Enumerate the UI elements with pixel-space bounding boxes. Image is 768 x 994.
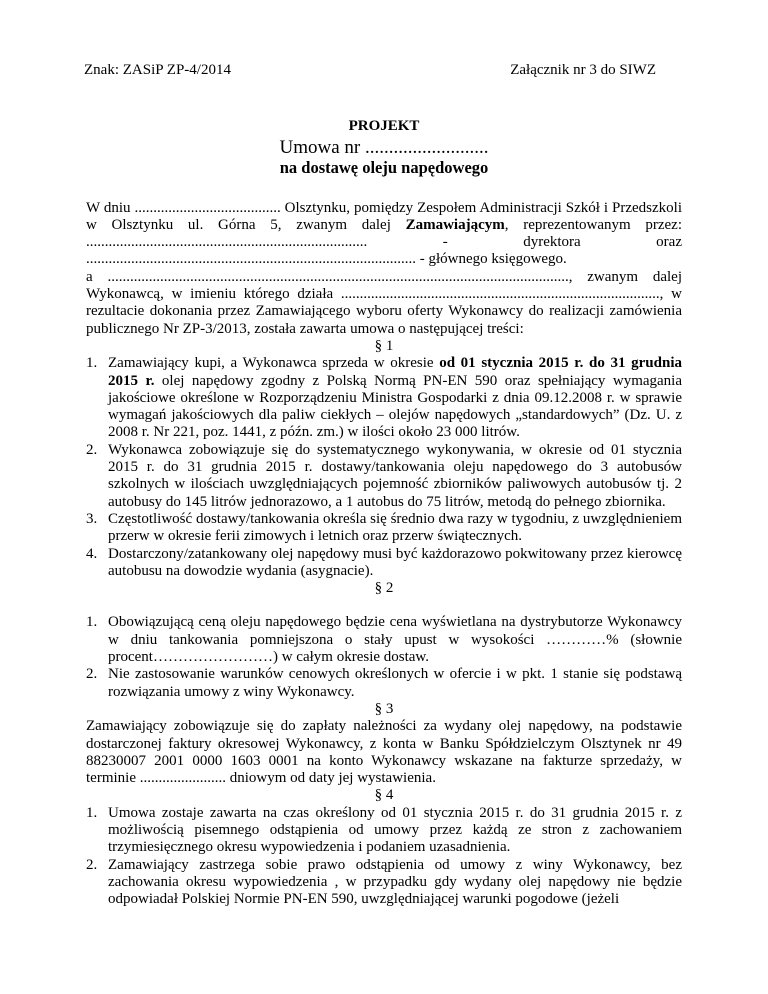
- section-3-heading: § 3: [374, 700, 394, 717]
- reference-number: Znak: ZASiP ZP-4/2014: [84, 62, 231, 78]
- section-4-list: [86, 805, 682, 909]
- item-number: 2.: [86, 441, 98, 458]
- section-2-list: [86, 614, 682, 700]
- list-item: [86, 614, 682, 666]
- item-number: 2.: [86, 666, 98, 683]
- item-text: Obowiązującą ceną oleju napędowego będzie cena wyświetlana na dystrybutorze Wykonawcy w dniu tankowania pomniejszona o stały upust w wysokości …………% (słownie procent……………………) w całym okresie dostaw.: [108, 614, 682, 666]
- item-text: Dostarczony/zatankowany olej napędowy musi być każdorazowo pokwitowany przez kierowcę autobusu na dowodzie wydania (asygnacie).: [108, 545, 682, 579]
- item-number: 1.: [86, 614, 98, 631]
- contract-number: Umowa nr ..........................: [279, 136, 489, 158]
- section-2-heading: § 2: [374, 580, 394, 597]
- item-number: 3.: [86, 510, 98, 527]
- list-item: [86, 857, 682, 909]
- section-1-heading: § 1: [374, 337, 394, 354]
- item-number: 4.: [86, 545, 98, 562]
- item-text: Wykonawca zobowiązuje się do systematycznego wykonywania, w okresie od 01 stycznia 2015 r. do 31 grudnia 2015 r. dostawy/tankowania oleju napędowego do 3 autobusów szkolnych w ilościach uwzględniających pojemność zbiorników paliwowych autobusów tj. 2 autobusy do 145 litrów jednorazowo, a 1 autobus do 75 litrów, metodą do pełnego zbiornika.: [108, 441, 682, 510]
- intro-paragraph-2: a ..........................................................................................................................., zwanym dalej Wykonawcą, w imieniu którego działa ....................................................................................., w rezultacie dokonania przez Zamawiającego wyboru oferty Wykonawcy do realizacji zamówienia publicznego Nr ZP-3/2013, została zawarta umowa o następującej treści:: [86, 268, 682, 337]
- item-text: Częstotliwość dostawy/tankowania określa się średnio dwa razy w tygodniu, z uwzględnieniem przerw w okresie ferii zimowych i letnich oraz przerw świątecznych.: [108, 510, 682, 545]
- document-header: [84, 62, 682, 79]
- contract-subject: na dostawę oleju napędowego: [279, 157, 489, 177]
- item-number: 1.: [86, 355, 98, 372]
- item-number: 2.: [86, 856, 98, 873]
- list-item: [86, 805, 682, 857]
- list-item: [86, 546, 682, 581]
- item-text: Nie zastosowanie warunków cenowych określonych w ofercie i w pkt. 1 stanie się podstawą rozwiązania umowy z winy Wykonawcy.: [108, 666, 682, 700]
- item-text: Zamawiający zastrzega sobie prawo odstąpienia od umowy z winy Wykonawcy, bez zachowania okresu wypowiedzenia , w przypadku gdy wydany olej napędowy nie będzie odpowiadał Polskiej Normie PN-EN 590, uwzględniającej warunki pogodowe (jeżeli: [108, 856, 682, 908]
- list-item: [86, 355, 682, 441]
- attachment-label: Załącznik nr 3 do SIWZ: [510, 62, 656, 78]
- item-number: 1.: [86, 804, 98, 821]
- party-zamawiajacy: Zamawiającym: [405, 216, 505, 233]
- intro-text-2: , reprezentowanym przez: ........................................................................... - dyrektora oraz ........................................................................................ - głównego księgowego.: [86, 216, 682, 268]
- list-item: [86, 666, 682, 701]
- spacer: [86, 597, 682, 614]
- section-1-list: [86, 355, 682, 580]
- section-3-paragraph: Zamawiający zobowiązuje się do zapłaty należności za wydany olej napędowy, na podstawie dostarczonej faktury okresowej Wykonawcy, z konta w Banku Spółdzielczym Olsztynek nr 49 88230007 2001 0000 1603 0001 na konto Wykonawcy wskazane na fakturze sprzedaży, w terminie ....................... dniowym od daty jej wystawienia.: [86, 718, 682, 787]
- intro-text-1: W dniu ....................................... Olsztynku, pomiędzy Zespołem Administracji Szkół i Przedszkoli w Olsztynku ul. Górna 5, zwanym dalej: [86, 199, 682, 233]
- item-text: Zamawiający kupi, a Wykonawca sprzeda w okresie: [108, 355, 440, 372]
- item-text: Umowa zostaje zawarta na czas określony od 01 stycznia 2015 r. do 31 grudnia 2015 r. z możliwością pisemnego odstąpienia od umowy przez każdą ze stron z zachowaniem trzymiesięcznego okresu wypowiedzenia i podaniem uzasadnienia.: [108, 804, 682, 856]
- draft-label: PROJEKT: [348, 118, 420, 135]
- contract-period: od 01 stycznia 2015 r. do 31 grudnia 2015 r.: [108, 355, 682, 389]
- section-4-heading: § 4: [374, 787, 394, 804]
- list-item: [86, 442, 682, 511]
- intro-paragraph: [86, 200, 682, 269]
- list-item: [86, 511, 682, 546]
- item-text: olej napędowy zgodny z Polską Normą PN-EN 590 oraz spełniający wymagania jakościowe określone w Rozporządzeniu Ministra Gospodarki z dnia 09.12.2008 r. w sprawie wymagań jakościowych dla paliw ciekłych – olejów napędowych „standardowych” (Dz. U. z 2008 r. Nr 221, poz. 1441, z późn. zm.) w ilości około 23 000 litrów.: [108, 372, 683, 441]
